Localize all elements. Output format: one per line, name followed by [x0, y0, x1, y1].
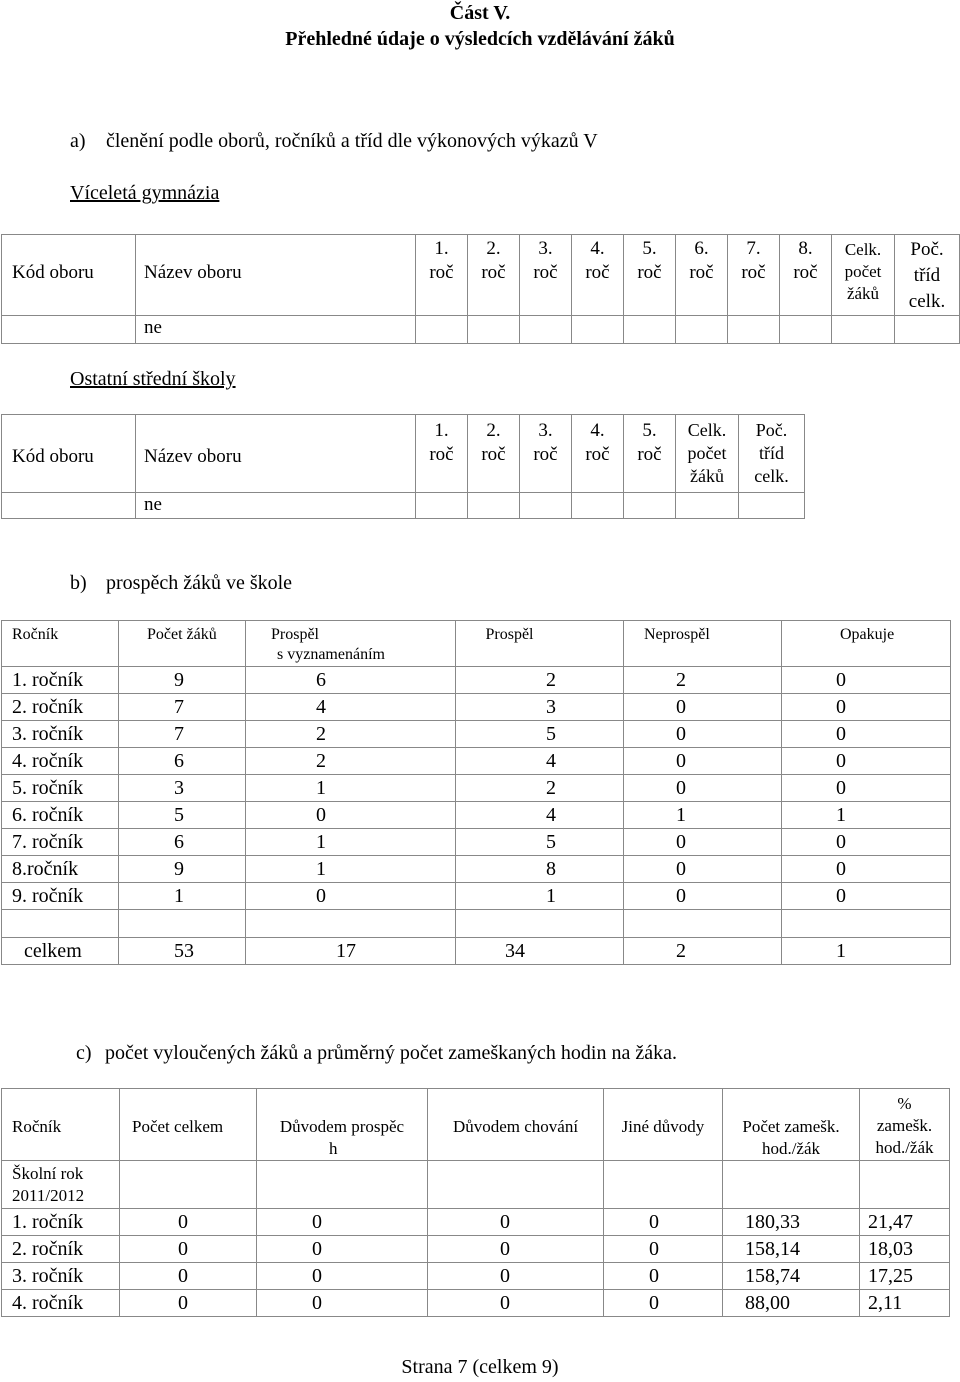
table-cell: 0 [782, 856, 951, 883]
table-row [2, 775, 951, 802]
table-cell: 2 [246, 748, 456, 775]
year-3-unit: roč [533, 262, 558, 283]
t2-year-5-label: 5. [642, 420, 657, 441]
table-cell: 158,74 [723, 1263, 860, 1290]
celk-label: Celk. [844, 240, 882, 259]
table-cell: 0 [604, 1236, 723, 1263]
school-year-label: Školní rok [12, 1164, 84, 1183]
table-cell: 0 [257, 1209, 428, 1236]
year-4-label: 4. [590, 238, 605, 259]
table-cell: 5. ročník [2, 775, 119, 802]
section-a-label: a) [70, 130, 86, 152]
header-rocnik: Ročník [2, 621, 119, 667]
total-pocet: 53 [119, 938, 246, 965]
table-cell: 2,11 [860, 1290, 950, 1317]
t2-year-3-label: 3. [538, 420, 553, 441]
table-cell: 7 [119, 694, 246, 721]
t2-year-2-unit: roč [481, 444, 506, 465]
table-cell: 6 [119, 829, 246, 856]
part-title: Část V. [449, 2, 511, 24]
celk-label-3: žáků [846, 284, 880, 303]
table-cell: 0 [624, 721, 782, 748]
page-footer: Strana 7 (celkem 9) [401, 1356, 559, 1378]
table-cell: 0 [604, 1263, 723, 1290]
t2-year-2-label: 2. [486, 420, 501, 441]
table-cell: 6 [246, 667, 456, 694]
section-a-text: členění podle oborů, ročníků a tříd dle výkonových výkazů V [106, 130, 598, 152]
table-cell: 0 [120, 1209, 257, 1236]
c-header-pct-3: hod./žák [875, 1138, 934, 1157]
table-cell: 3 [119, 775, 246, 802]
poc-label-2: tříd [913, 265, 941, 286]
c-header-zamesk-2: hod./žák [761, 1139, 821, 1158]
year-6-label: 6. [694, 238, 709, 259]
school-year-value: 2011/2012 [12, 1186, 85, 1205]
table-cell: 158,14 [723, 1236, 860, 1263]
year-1-label: 1. [434, 238, 449, 259]
table-cell: 1 [456, 883, 624, 910]
header-opakuje: Opakuje [782, 621, 951, 667]
c-header-zamesk: Počet zamešk. [742, 1117, 840, 1136]
table-cell: 0 [120, 1236, 257, 1263]
table-cell: 1 [246, 829, 456, 856]
table-cell: 3. ročník [2, 1263, 120, 1290]
table-cell: 1 [782, 802, 951, 829]
table-cell: 2. ročník [2, 1236, 120, 1263]
table-cell: 0 [782, 829, 951, 856]
t2-celk-label-3: žáků [690, 466, 724, 486]
total-prospel: 34 [456, 938, 624, 965]
table-cell: 1 [246, 856, 456, 883]
table-cell: 17,25 [860, 1263, 950, 1290]
year-5-unit: roč [637, 262, 662, 283]
table-cell: 0 [257, 1236, 428, 1263]
header-neprospel: Neprospěl [624, 621, 782, 667]
table-row [2, 1290, 950, 1317]
table-cell: 4 [456, 802, 624, 829]
table-row [2, 829, 951, 856]
table-cell: 0 [782, 775, 951, 802]
table-row [2, 1209, 950, 1236]
page-heading: Přehledné údaje o výsledcích vzdělávání žáků [285, 28, 675, 50]
table-cell: 4. ročník [2, 748, 119, 775]
total-neprospel: 2 [624, 938, 782, 965]
header-prospel-vyz-2: s vyznamenáním [277, 646, 385, 663]
year-7-label: 7. [746, 238, 761, 259]
kod-oboru-header: Kód oboru [2, 235, 136, 316]
c-header-jine: Jiné důvody [604, 1089, 723, 1161]
t2-poc-label-2: tříd [759, 443, 784, 463]
year-7-unit: roč [741, 262, 766, 283]
table-gymnazia [1, 234, 960, 344]
table-cell: 0 [428, 1209, 604, 1236]
header-pocet-zaku: Počet žáků [119, 621, 246, 667]
table-cell: 0 [428, 1263, 604, 1290]
c-header-pct-2: zamešk. [876, 1116, 933, 1135]
table-row [2, 694, 951, 721]
table-cell: 0 [624, 829, 782, 856]
table-cell: 0 [257, 1263, 428, 1290]
t2-year-3-unit: roč [533, 444, 558, 465]
table-cell: 0 [782, 883, 951, 910]
table-cell: 3 [456, 694, 624, 721]
header-prospel: Prospěl [456, 621, 624, 667]
t2-celk-label-2: počet [687, 443, 727, 463]
table-row [2, 1263, 950, 1290]
table-row [2, 802, 951, 829]
poc-label-3: celk. [908, 291, 946, 312]
section-c-label: c) [76, 1042, 92, 1064]
year-4-unit: roč [585, 262, 610, 283]
table-row [2, 856, 951, 883]
year-3-label: 3. [538, 238, 553, 259]
table-cell: 2 [456, 667, 624, 694]
header-prospel-vyz: Prospěl [271, 626, 319, 643]
c-header-prospech-2: h [329, 1139, 338, 1158]
poc-label: Poč. [910, 239, 944, 260]
table-cell: 1. ročník [2, 1209, 120, 1236]
section-b-label: b) [70, 572, 87, 594]
table-cell: 9 [119, 667, 246, 694]
year-5-label: 5. [642, 238, 657, 259]
c-header-rocnik: Ročník [2, 1089, 120, 1161]
table-row [2, 1236, 950, 1263]
table-cell: 0 [782, 748, 951, 775]
table-row [2, 667, 951, 694]
table-cell: 88,00 [723, 1290, 860, 1317]
table-cell: 2. ročník [2, 694, 119, 721]
table-cell: 9 [119, 856, 246, 883]
total-label: celkem [2, 938, 119, 965]
table-cell: 0 [624, 694, 782, 721]
table-cell: 0 [120, 1263, 257, 1290]
table-cell: 1 [246, 775, 456, 802]
t2-year-4-unit: roč [585, 444, 610, 465]
table-cell: 7 [119, 721, 246, 748]
t2-year-5-unit: roč [637, 444, 662, 465]
t2-celk-label: Celk. [687, 420, 727, 440]
table-cell: 6 [119, 748, 246, 775]
nazev-oboru-suffix-2: ne [136, 493, 416, 519]
table-cell: 9. ročník [2, 883, 119, 910]
year-8-unit: roč [793, 262, 818, 283]
table-ostatni [1, 414, 805, 519]
t2-poc-label-3: celk. [754, 466, 789, 486]
table-cell: 0 [624, 883, 782, 910]
section-a-sub1: Víceletá gymnázia [70, 182, 220, 204]
table-cell: 0 [246, 802, 456, 829]
table-cell: 6. ročník [2, 802, 119, 829]
table-cell: 0 [782, 667, 951, 694]
kod-oboru-header-2: Kód oboru [2, 415, 136, 493]
table-cell: 0 [257, 1290, 428, 1317]
table-cell: 0 [428, 1290, 604, 1317]
t2-year-1-unit: roč [429, 444, 454, 465]
table-cell: 0 [246, 883, 456, 910]
table-row [2, 721, 951, 748]
t2-year-1-label: 1. [434, 420, 449, 441]
table-cell: 8 [456, 856, 624, 883]
table-cell: 4 [456, 748, 624, 775]
table-cell: 21,47 [860, 1209, 950, 1236]
nazev-oboru-header: Název oboru [136, 235, 416, 316]
table-cell: 5 [119, 802, 246, 829]
table-cell: 0 [428, 1236, 604, 1263]
table-cell: 8.ročník [2, 856, 119, 883]
table-zameskane [1, 1088, 950, 1317]
table-cell: 0 [120, 1290, 257, 1317]
celk-label-2: počet [844, 262, 882, 281]
c-header-pct: % [897, 1094, 912, 1113]
nazev-oboru-suffix: ne [136, 316, 416, 344]
t2-year-4-label: 4. [590, 420, 605, 441]
table-cell: 0 [604, 1209, 723, 1236]
table-cell: 0 [782, 694, 951, 721]
section-c-text: počet vyloučených žáků a průměrný počet zameškaných hodin na žáka. [105, 1042, 677, 1064]
table-cell: 0 [604, 1290, 723, 1317]
table-cell: 2 [246, 721, 456, 748]
section-b-text: prospěch žáků ve škole [106, 572, 293, 594]
table-cell: 18,03 [860, 1236, 950, 1263]
t2-poc-label: Poč. [755, 420, 788, 440]
table-cell: 1. ročník [2, 667, 119, 694]
year-8-label: 8. [798, 238, 813, 259]
table-row [2, 748, 951, 775]
table-cell: 5 [456, 721, 624, 748]
table-cell: 180,33 [723, 1209, 860, 1236]
table-cell: 2 [456, 775, 624, 802]
nazev-oboru-header-2: Název oboru [136, 415, 416, 493]
table-cell: 4. ročník [2, 1290, 120, 1317]
table-cell: 0 [624, 856, 782, 883]
table-prospech [1, 620, 951, 965]
table-cell: 2 [624, 667, 782, 694]
year-1-unit: roč [429, 262, 454, 283]
c-header-chovani: Důvodem chování [428, 1089, 604, 1161]
year-6-unit: roč [689, 262, 714, 283]
table-cell: 1 [624, 802, 782, 829]
table-cell: 5 [456, 829, 624, 856]
table-cell: 7. ročník [2, 829, 119, 856]
year-2-label: 2. [486, 238, 501, 259]
table-cell: 1 [119, 883, 246, 910]
table-cell: 0 [782, 721, 951, 748]
table-cell: 4 [246, 694, 456, 721]
total-vyznamenani: 17 [246, 938, 456, 965]
table-row [2, 883, 951, 910]
table-cell: 0 [624, 775, 782, 802]
c-header-prospech: Důvodem prospěc [279, 1117, 405, 1136]
section-a-sub2: Ostatní střední školy [70, 368, 236, 390]
table-cell: 3. ročník [2, 721, 119, 748]
total-opakuje: 1 [782, 938, 951, 965]
year-2-unit: roč [481, 262, 506, 283]
c-header-pocet: Počet celkem [120, 1089, 257, 1161]
table-cell: 0 [624, 748, 782, 775]
